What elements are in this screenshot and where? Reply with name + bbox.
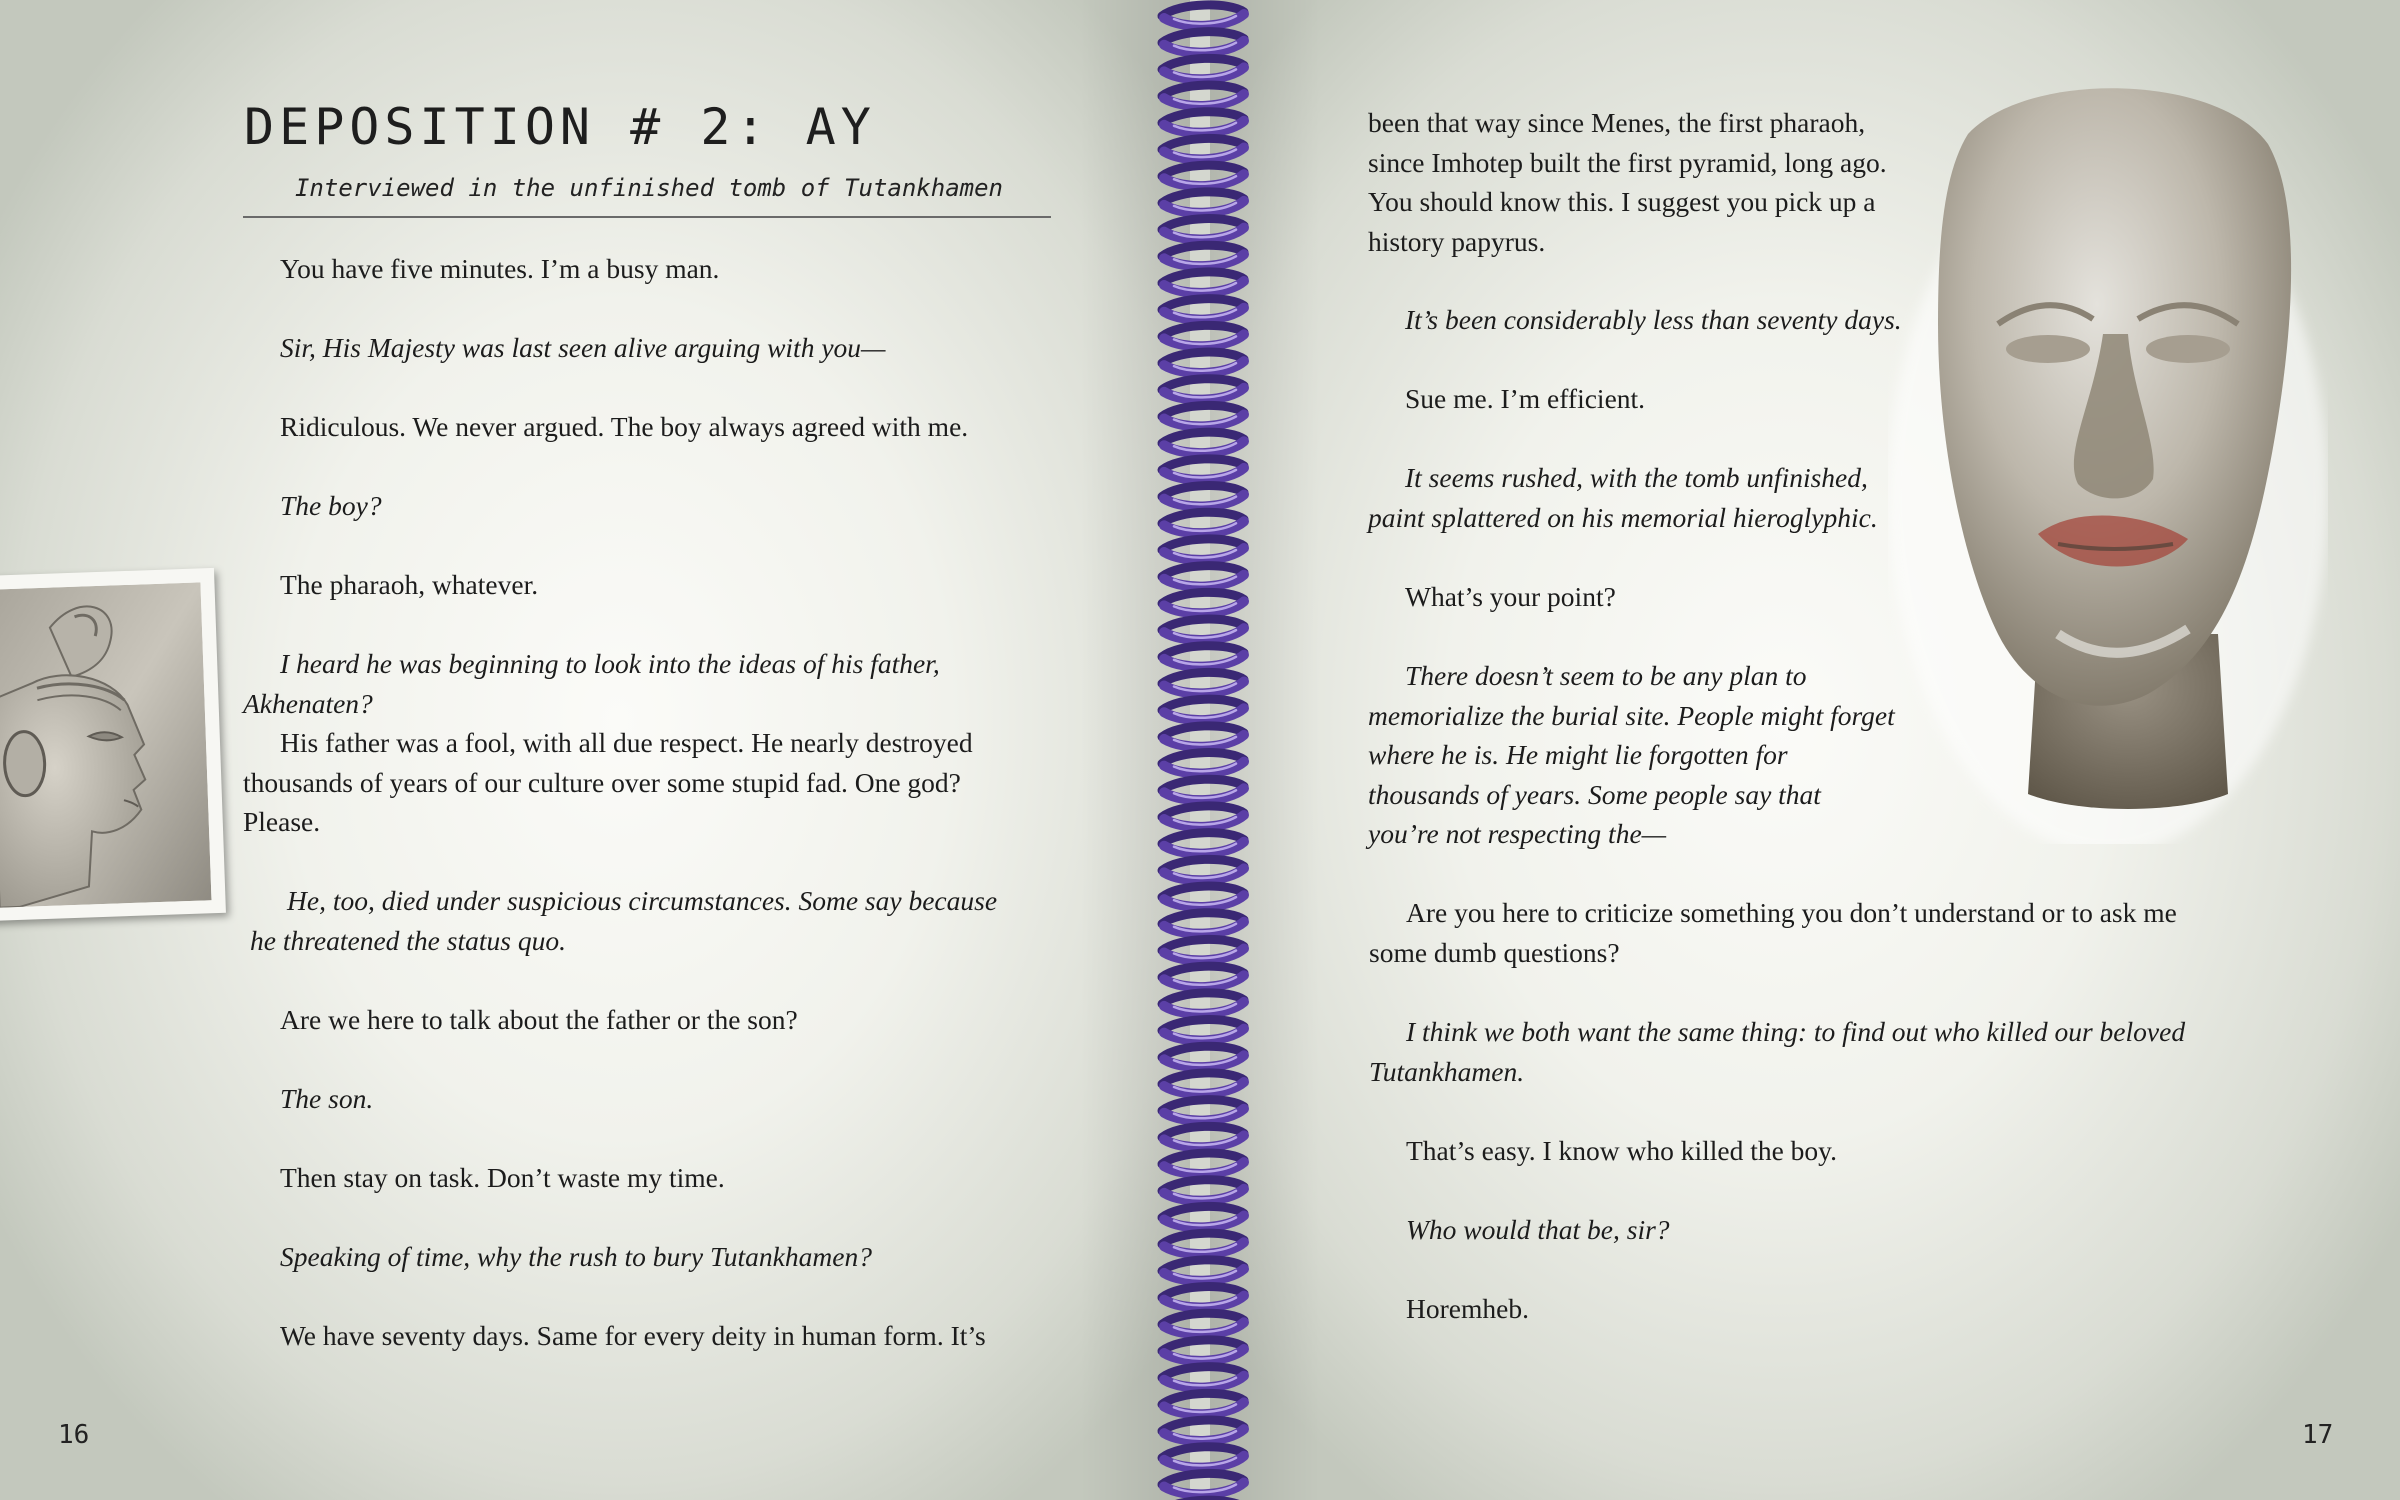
spiral-coil xyxy=(1162,1393,1244,1414)
spiral-coil xyxy=(1162,192,1244,213)
paragraph: Sue me. I’m efficient. xyxy=(1405,383,1646,414)
paragraph: That’s easy. I know who killed the boy. xyxy=(1406,1135,1838,1166)
spiral-coil xyxy=(1162,245,1244,266)
spiral-binding xyxy=(1140,0,1270,1500)
relief-photo-frame xyxy=(0,568,226,921)
paragraph: Who would that be, sir? xyxy=(1406,1214,1670,1245)
spiral-coil xyxy=(1162,1260,1244,1281)
paragraph: His father was a fool, with all due respect. He nearly destroyed thousands of years of our culture over some stupid fad. One god? Please. xyxy=(243,727,973,837)
paragraph: Speaking of time, why the rush to bury Tutankhamen? xyxy=(280,1241,872,1272)
spiral-coil xyxy=(1162,459,1244,480)
spiral-coil xyxy=(1162,138,1244,159)
paragraph: There doesn’t seem to be any plan to memorialize the burial site. People might forget where he is. He might lie forgotten for thousands of years. Some people say that you’re not respecting the— xyxy=(1368,660,1895,849)
spiral-coil xyxy=(1162,592,1244,613)
spiral-coil xyxy=(1162,886,1244,907)
paragraph: Then stay on task. Don’t waste my time. xyxy=(280,1162,725,1193)
spiral-coil xyxy=(1162,806,1244,827)
spiral-coil xyxy=(1162,726,1244,747)
spiral-coil xyxy=(1162,85,1244,106)
spiral-coil xyxy=(1162,939,1244,960)
spiral-coil xyxy=(1162,512,1244,533)
stone-head-image xyxy=(1888,74,2328,844)
spiral-coil xyxy=(1162,1367,1244,1388)
paragraph: been that way since Menes, the first pharaoh, since Imhotep built the first pyramid, long ago. You should know this. I suggest you pick up a history papyrus. xyxy=(1368,107,1887,257)
spiral-coil xyxy=(1162,1313,1244,1334)
paragraph: Are you here to criticize something you don’t understand or to ask me some dumb questions? xyxy=(1369,897,2177,968)
spiral-coil xyxy=(1162,219,1244,240)
paragraph: Ridiculous. We never argued. The boy always agreed with me. xyxy=(280,411,969,442)
paragraph: It seems rushed, with the tomb unfinished, paint splattered on his memorial hieroglyphic. xyxy=(1368,462,1878,533)
spiral-coil xyxy=(1162,379,1244,400)
spiral-coil xyxy=(1162,1287,1244,1308)
title-divider xyxy=(243,216,1051,218)
spiral-coil xyxy=(1162,1180,1244,1201)
spiral-coil xyxy=(1162,913,1244,934)
paragraph: He, too, died under suspicious circumstances. Some say because he threatened the status quo. xyxy=(250,885,998,956)
spiral-coil xyxy=(1162,1046,1244,1067)
spiral-coil xyxy=(1162,1206,1244,1227)
spiral-coil xyxy=(1162,1340,1244,1361)
spiral-coil xyxy=(1162,966,1244,987)
spiral-coil xyxy=(1162,672,1244,693)
paragraph: You have five minutes. I’m a busy man. xyxy=(280,253,720,284)
spiral-coil xyxy=(1162,272,1244,293)
spiral-coil xyxy=(1162,432,1244,453)
spiral-coil xyxy=(1162,539,1244,560)
page-title: DEPOSITION # 2: AY xyxy=(244,98,876,156)
spiral-coil xyxy=(1162,58,1244,79)
spiral-coil xyxy=(1162,352,1244,373)
spiral-coil xyxy=(1162,646,1244,667)
spiral-coil xyxy=(1162,1073,1244,1094)
spiral-coil xyxy=(1162,566,1244,587)
egyptian-relief-image xyxy=(0,582,212,907)
paragraph: It’s been considerably less than seventy days. xyxy=(1405,304,1902,335)
spiral-coil xyxy=(1162,486,1244,507)
paragraph: I think we both want the same thing: to find out who killed our beloved Tutankhamen. xyxy=(1369,1016,2186,1087)
spiral-coil xyxy=(1162,619,1244,640)
spiral-coil xyxy=(1162,1100,1244,1121)
spiral-coil xyxy=(1162,165,1244,186)
paragraph: Sir, His Majesty was last seen alive arguing with you— xyxy=(280,332,886,363)
paragraph: I heard he was beginning to look into the ideas of his father, Akhenaten? xyxy=(243,648,940,719)
paragraph: The son. xyxy=(280,1083,374,1114)
spiral-coil xyxy=(1162,1473,1244,1494)
spiral-coil xyxy=(1162,32,1244,53)
paragraph: What’s your point? xyxy=(1405,581,1616,612)
spiral-coil xyxy=(1162,112,1244,133)
spiral-coil xyxy=(1162,1153,1244,1174)
paragraph: The pharaoh, whatever. xyxy=(280,569,539,600)
spiral-coil xyxy=(1162,1020,1244,1041)
paragraph: The boy? xyxy=(280,490,382,521)
paragraph: We have seventy days. Same for every deity in human form. It’s xyxy=(280,1320,986,1351)
spiral-coil xyxy=(1162,325,1244,346)
page-subtitle: Interviewed in the unfinished tomb of Tutankhamen xyxy=(294,174,1003,202)
page-number-right: 17 xyxy=(2302,1420,2334,1450)
spiral-coil xyxy=(1162,1126,1244,1147)
spiral-coil xyxy=(1162,753,1244,774)
spiral-coil xyxy=(1162,405,1244,426)
paragraph: Are we here to talk about the father or the son? xyxy=(280,1004,798,1035)
page-number-left: 16 xyxy=(58,1420,90,1450)
spiral-coil xyxy=(1162,1233,1244,1254)
spiral-coil xyxy=(1162,779,1244,800)
spiral-coil xyxy=(1162,833,1244,854)
spiral-coil xyxy=(1162,299,1244,320)
paragraph: Horemheb. xyxy=(1406,1293,1529,1324)
spiral-coil xyxy=(1162,859,1244,880)
spiral-coil xyxy=(1162,993,1244,1014)
spiral-coil xyxy=(1162,1420,1244,1441)
spiral-coil xyxy=(1162,699,1244,720)
spiral-coil xyxy=(1162,1447,1244,1468)
spiral-coil xyxy=(1162,5,1244,26)
